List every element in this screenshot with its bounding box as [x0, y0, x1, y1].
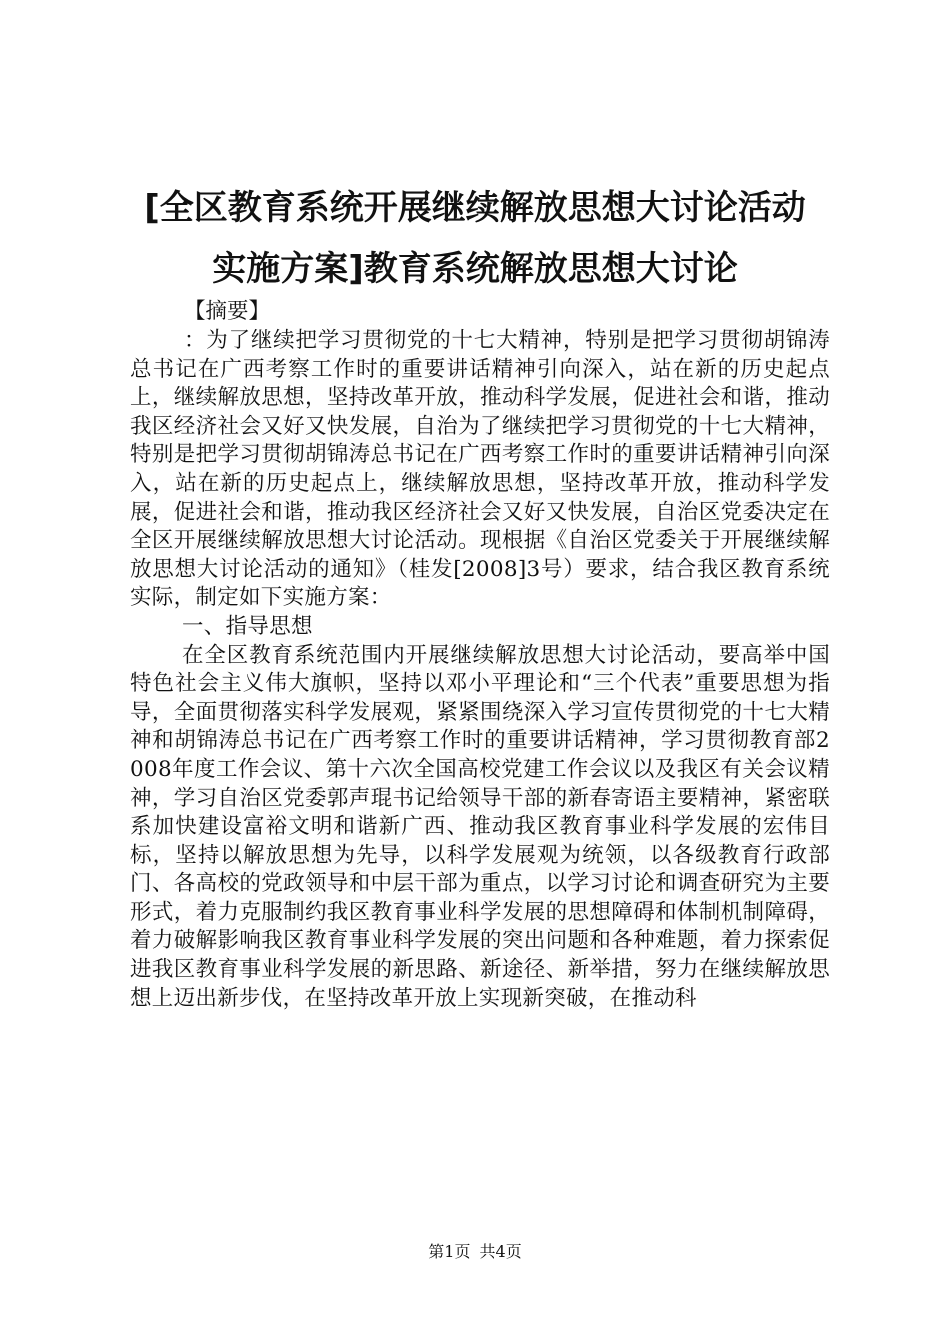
section-heading-guiding-ideology: 一、指导思想 — [182, 613, 313, 639]
document-title-line-1: [全区教育系统开展继续解放思想大讨论活动 — [144, 188, 806, 228]
page-number-footer: 第1页 共4页 — [428, 1242, 522, 1261]
abstract-paragraph: ：为了继续把学习贯彻党的十七大精神，特别是把学习贯彻胡锦涛总书记在广西考察工作时的重要讲话精神引向深入，站在新的历史起点上，继续解放思想，坚持改革开放，推动科学发展，促进社会和谐，推动我区经济社会又好又快发展，自治为了继续把学习贯彻党的十七大精神，特别是把学习贯彻胡锦涛总书记在广西考察工作时的重要讲话精神引向深入，站在新的历史起点上，继续解放思想，坚持改革开放，推动科学发展，促进社会和谐，推动我区经济社会又好又快发展，自治区党委决定在全区开展继续解放思想大讨论活动。现根据《自治区党委关于开展继续解放思想大讨论活动的通知》（桂发[2008]3号）要求，结合我区教育系统实际，制定如下实施方案： — [130, 328, 830, 611]
document-title-line-2: 实施方案]教育系统解放思想大讨论 — [212, 249, 738, 289]
document-body — [130, 327, 830, 1013]
section-paragraph-guiding-ideology: 在全区教育系统范围内开展继续解放思想大讨论活动，要高举中国特色社会主义伟大旗帜，坚持以邓小平理论和“三个代表”重要思想为指导，全面贯彻落实科学发展观，紧紧围绕深入学习宣传贯彻党的十七大精神和胡锦涛总书记在广西考察工作时的重要讲话精神，学习贯彻教育部2008年度工作会议、第十六次全国高校党建工作会议以及我区有关会议精神，学习自治区党委郭声琨书记给领导干部的新春寄语主要精神，紧密联系加快建设富裕文明和谐新广西、推动我区教育事业科学发展的宏伟目标，坚持以解放思想为先导，以科学发展观为统领，以各级教育行政部门、各高校的党政领导和中层干部为重点，以学习讨论和调查研究为主要形式，着力克服制约我区教育事业科学发展的思想障碍和体制机制障碍，着力破解影响我区教育事业科学发展的突出问题和各种难题，着力探索促进我区教育事业科学发展的新思路、新途径、新举措，努力在继续解放思想上迈出新步伐，在坚持改革开放上实现新突破，在推动科 — [130, 642, 830, 1011]
abstract-label: 【摘要】 — [184, 299, 271, 324]
